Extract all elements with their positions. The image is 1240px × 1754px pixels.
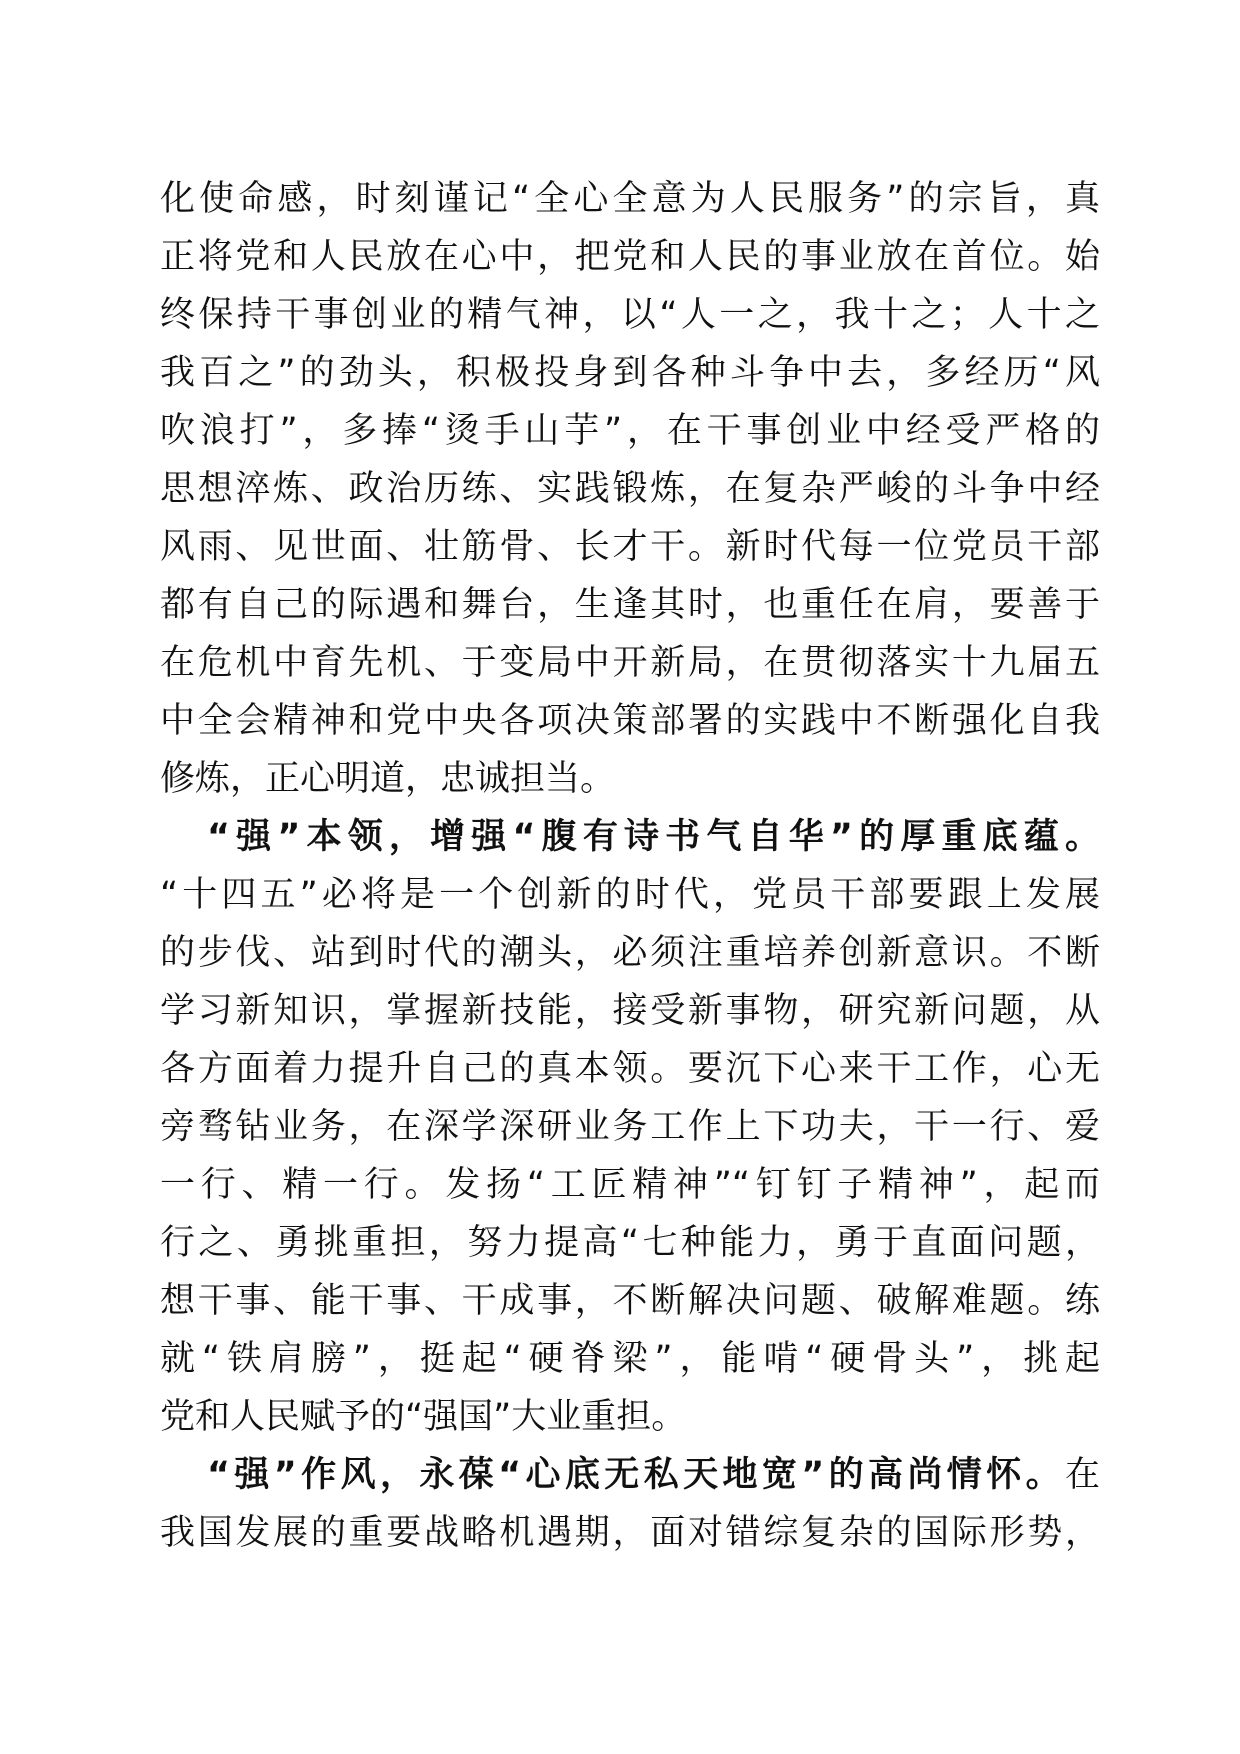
paragraph-line: 思想淬炼、政治历练、实践锻炼，在复杂严峻的斗争中经 bbox=[160, 469, 1100, 509]
paragraph-line: 我百之”的劲头，积极投身到各种斗争中去，多经历“风 bbox=[160, 353, 1100, 393]
section-heading-text: “强”本领，增强“腹有诗书气自华”的厚重底蕴。 bbox=[207, 817, 1100, 857]
paragraph-line: 的步伐、站到时代的潮头，必须注重培养创新意识。不断 bbox=[160, 933, 1100, 973]
section-heading-text: “强”作风，永葆“心底无私天地宽”的高尚情怀。 bbox=[207, 1455, 1065, 1495]
paragraph-line: 化使命感，时刻谨记“全心全意为人民服务”的宗旨，真 bbox=[160, 179, 1100, 219]
paragraph-line: 在危机中育先机、于变局中开新局，在贯彻落实十九届五 bbox=[160, 643, 1100, 683]
section-heading-tail: 在 bbox=[1064, 1455, 1100, 1495]
paragraph-line: “十四五”必将是一个创新的时代，党员干部要跟上发展 bbox=[160, 875, 1100, 915]
paragraph-line: 都有自己的际遇和舞台，生逢其时，也重任在肩，要善于 bbox=[160, 585, 1100, 625]
paragraph-line: 风雨、见世面、壮筋骨、长才干。新时代每一位党员干部 bbox=[160, 527, 1100, 567]
paragraph-line: 正将党和人民放在心中，把党和人民的事业放在首位。始 bbox=[160, 237, 1100, 277]
paragraph-line: 我国发展的重要战略机遇期，面对错综复杂的国际形势， bbox=[160, 1513, 1100, 1553]
body-text bbox=[160, 170, 1100, 1562]
paragraph-line: 行之、勇挑重担，努力提高“七种能力，勇于直面问题， bbox=[160, 1223, 1100, 1263]
paragraph-line: 一行、精一行。发扬“工匠精神”“钉钉子精神”，起而 bbox=[160, 1165, 1100, 1205]
paragraph-line: 就“铁肩膀”，挺起“硬脊梁”，能啃“硬骨头”，挑起 bbox=[160, 1339, 1100, 1379]
section-heading bbox=[160, 808, 1100, 866]
paragraph-line: 旁骛钻业务，在深学深研业务工作上下功夫，干一行、爱 bbox=[160, 1107, 1100, 1147]
paragraph-line: 终保持干事创业的精气神，以“人一之，我十之；人十之 bbox=[160, 295, 1100, 335]
section-heading bbox=[160, 1446, 1100, 1504]
paragraph-line: 修炼，正心明道，忠诚担当。 bbox=[160, 759, 616, 799]
paragraph-line: 学习新知识，掌握新技能，接受新事物，研究新问题，从 bbox=[160, 991, 1100, 1031]
paragraph-line: 想干事、能干事、干成事，不断解决问题、破解难题。练 bbox=[160, 1281, 1100, 1321]
paragraph-line: 各方面着力提升自己的真本领。要沉下心来干工作，心无 bbox=[160, 1049, 1100, 1089]
paragraph-line: 中全会精神和党中央各项决策部署的实践中不断强化自我 bbox=[160, 701, 1100, 741]
paragraph-line: 党和人民赋予的“强国”大业重担。 bbox=[160, 1397, 687, 1437]
paragraph-line: 吹浪打”，多捧“烫手山芋”，在干事创业中经受严格的 bbox=[160, 411, 1100, 451]
